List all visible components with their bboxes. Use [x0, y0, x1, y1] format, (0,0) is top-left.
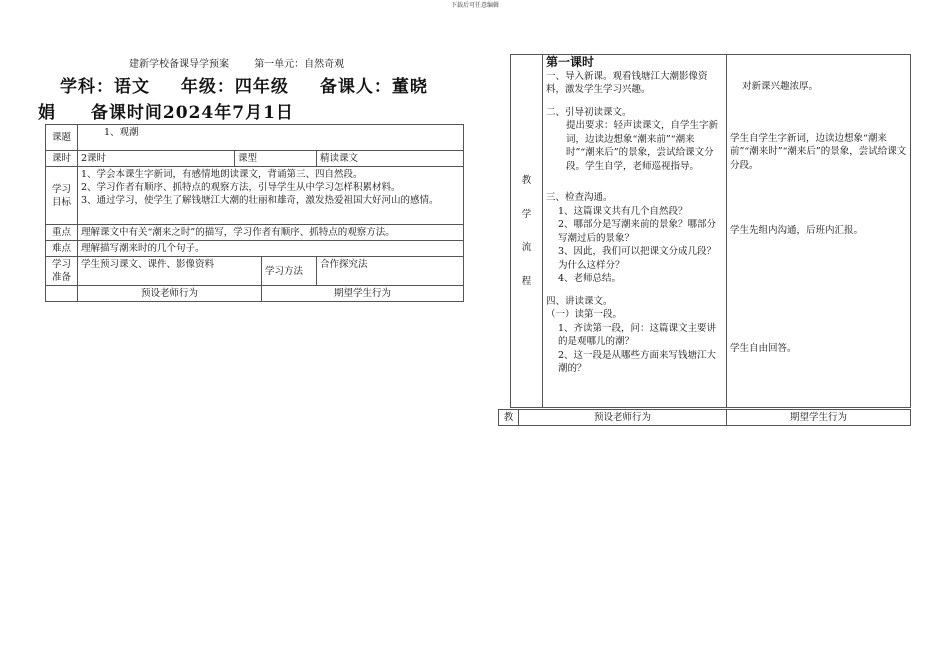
process-side-label — [511, 55, 543, 408]
table-row — [511, 55, 911, 408]
table-row — [46, 167, 464, 225]
table-row — [46, 286, 464, 302]
type-value: 精读课文 — [317, 151, 464, 167]
step-check-q2: 2、哪部分是写潮来前的景象？哪部分写潮过后的景象？ — [558, 219, 717, 244]
student-col-header: 期望学生行为 — [262, 286, 464, 302]
table-row — [46, 125, 464, 151]
key-value: 理解课文中有关“潮来之时”的描写，学习作者有顺序、抓特点的观察方法。 — [78, 225, 464, 241]
prep-time-text: 备课时间2024年7月1日 — [90, 103, 294, 123]
title-label: 课题 — [46, 125, 78, 151]
doc-info-line-1 — [60, 72, 460, 97]
footer-teacher-col: 预设老师行为 — [519, 410, 727, 426]
teacher-col-header: 预设老师行为 — [78, 286, 262, 302]
grade-text: 年级：四年级 — [180, 77, 289, 97]
table-row — [46, 257, 464, 286]
prep-label: 学习准备 — [46, 257, 78, 286]
step-explain-title: 四、讲读课文。 — [546, 295, 613, 307]
table-row — [46, 241, 464, 257]
hours-label: 课时 — [46, 151, 78, 167]
footer-side-label: 教 — [499, 410, 519, 426]
student-behavior-cell — [727, 55, 911, 408]
school-title: 建新学校备课导学预案 — [129, 59, 229, 70]
unit-title: 第一单元：自然奇观 — [254, 59, 345, 70]
side-char: 程 — [521, 275, 532, 287]
table-row — [46, 225, 464, 241]
empty-cell — [46, 286, 78, 302]
method-label: 学习方法 — [262, 257, 317, 286]
process-footer-table — [498, 409, 911, 426]
teacher-behavior-cell — [543, 55, 727, 408]
footer-student-col: 期望学生行为 — [727, 410, 911, 426]
student-response-3: 学生先组内沟通，后班内汇报。 — [730, 225, 864, 236]
step-check-q4: 4、老师总结。 — [558, 273, 622, 284]
teacher-text-cont: 娟 — [38, 103, 56, 123]
difficulty-value: 理解描写潮来时的几个句子。 — [78, 241, 464, 257]
student-response-4: 学生自由回答。 — [730, 342, 797, 354]
download-note: 下载后可任意编辑 — [450, 2, 499, 9]
goals-label: 学习目标 — [46, 167, 78, 225]
goals-value — [78, 167, 464, 225]
step-check-q3: 3、因此，我们可以把课文分成几段？为什么这样分？ — [558, 246, 717, 271]
key-label: 重点 — [46, 225, 78, 241]
teaching-process-table — [510, 54, 911, 408]
student-response-1: 对新课兴趣浓厚。 — [742, 81, 819, 92]
lesson-info-table — [45, 124, 464, 302]
period-title: 第一课时 — [546, 55, 595, 69]
type-label: 课型 — [235, 151, 317, 167]
title-value: 1、观潮 — [78, 125, 464, 151]
step-explain-sub: （一）读第一段。 — [546, 309, 623, 320]
doc-info-line-2 — [38, 98, 294, 123]
step-intro: 一、导入新课。观看钱塘江大潮影像资料，激发学生学习兴趣。 — [546, 70, 708, 95]
step-read-title: 二、引导初读课文。 — [546, 106, 632, 118]
prep-value: 学生预习课文、课件、影像资料 — [78, 257, 262, 286]
side-char: 教 — [521, 175, 532, 186]
subject-text: 学科：语文 — [60, 77, 150, 97]
side-char: 学 — [521, 208, 532, 220]
table-row — [46, 151, 464, 167]
step-check-title: 三、检查沟通。 — [546, 192, 613, 203]
method-value: 合作探究法 — [317, 257, 464, 286]
step-check-q1: 1、这篇课文共有几个自然段？ — [558, 205, 688, 217]
goal-item: 1、学会本课生字新词，有感情地朗读课文，背诵第三、四自然段。 — [81, 169, 363, 180]
step-explain-q2: 2、这一段是从哪些方面来写钱塘江大潮的？ — [558, 349, 717, 374]
step-explain-q1: 1、齐读第一段，问：这篇课文主要讲的是观哪儿的潮？ — [558, 322, 717, 347]
step-read-body: 提出要求：轻声读课文，自学生字新词，边读边想象“潮来前”“潮来时”“潮来后”的景象，尝试给课文分段。学生自学，老师巡视指导。 — [566, 120, 719, 172]
hours-value: 2课时 — [78, 151, 235, 167]
teacher-text: 备课人：董晓 — [319, 77, 428, 97]
goal-item: 2、学习作者有顺序、抓特点的观察方法，引导学生从中学习怎样积累材料。 — [81, 182, 401, 193]
doc-header-line — [129, 55, 366, 70]
table-row — [499, 410, 911, 426]
side-char: 流 — [521, 242, 532, 253]
difficulty-label: 难点 — [46, 241, 78, 257]
student-response-2: 学生自学生字新词，边读边想象“潮来前”“潮来时”“潮来后”的景象，尝试给课文分段。 — [730, 132, 907, 171]
goal-item: 3、通过学习，使学生了解钱塘江大潮的壮丽和雄奇，激发热爱祖国大好河山的感情。 — [81, 195, 439, 206]
